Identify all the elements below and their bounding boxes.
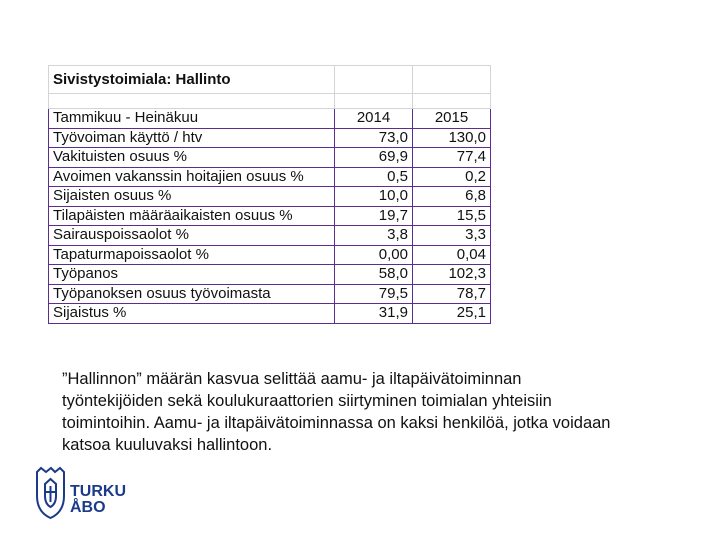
table-row: Työvoiman käyttö / htv 73,0 130,0 (49, 128, 491, 148)
year-2015-header: 2015 (413, 109, 491, 129)
title-row (49, 66, 491, 94)
year-2014-header: 2014 (335, 109, 413, 129)
period-label: Tammikuu - Heinäkuu (49, 109, 335, 129)
table-title: Sivistystoimiala: Hallinto (49, 66, 335, 94)
table-row: Työpanos 58,0 102,3 (49, 265, 491, 285)
statistics-table (48, 65, 491, 324)
table-row: Työpanoksen osuus työvoimasta 79,5 78,7 (49, 284, 491, 304)
table-row: Sijaistus % 31,9 25,1 (49, 304, 491, 324)
table-row: Vakituisten osuus % 69,9 77,4 (49, 148, 491, 168)
table-row: Avoimen vakanssin hoitajien osuus % 0,5 0,2 (49, 167, 491, 187)
logo-turku-text: TURKU (70, 483, 126, 500)
table-row: Tapaturmapoissaolot % 0,00 0,04 (49, 245, 491, 265)
explanation-text: ”Hallinnon” määrän kasvua selittää aamu- ja iltapäivätoiminnan työntekijöiden sekä koulukuraattorien siirtyminen toimialan yhteisiin toimintoihin. Aamu- ja iltapäivätoiminnassa on kaksi henkilöä, jotka voidaan katsoa kuuluvaksi hallintoon. (62, 370, 611, 454)
table-row: Tilapäisten määräaikaisten osuus % 19,7 15,5 (49, 206, 491, 226)
logo-abo-text: ÅBO (70, 499, 106, 516)
turku-logo (70, 484, 126, 516)
header-row (49, 109, 491, 129)
table-row: Sijaisten osuus % 10,0 6,8 (49, 187, 491, 207)
table-row: Sairauspoissaolot % 3,8 3,3 (49, 226, 491, 246)
